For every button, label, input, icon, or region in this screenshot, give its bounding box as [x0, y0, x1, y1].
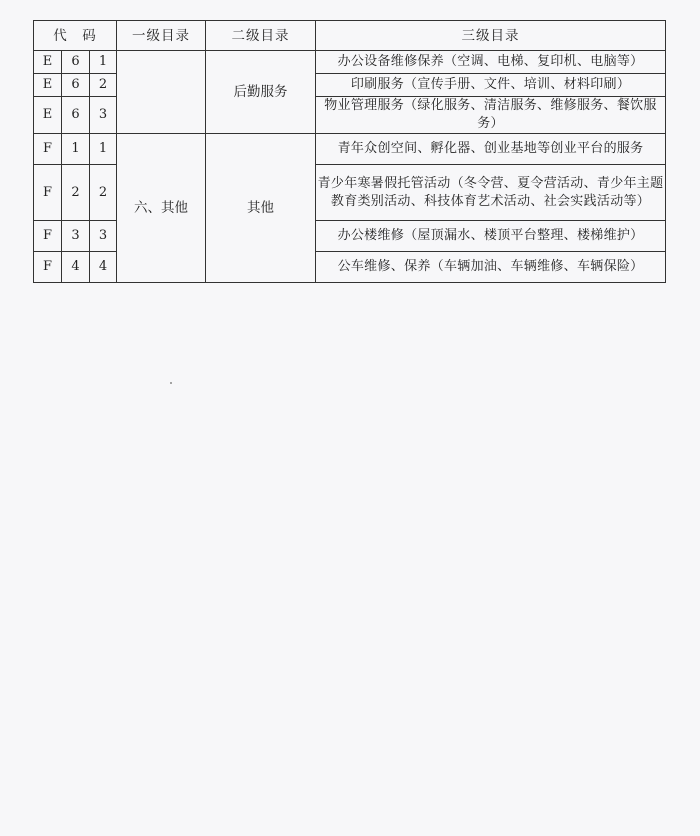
level3-cell: 印刷服务（宣传手册、文件、培训、材料印刷）: [316, 74, 666, 97]
level2-cell-logistics: 后勤服务: [206, 51, 316, 134]
code-minor: 3: [90, 221, 117, 252]
code-letter: F: [34, 252, 62, 283]
code-minor: 4: [90, 252, 117, 283]
code-major: 2: [62, 165, 90, 221]
level3-cell: 公车维修、保养（车辆加油、车辆维修、车辆保险）: [316, 252, 666, 283]
code-major: 6: [62, 74, 90, 97]
code-major: 6: [62, 97, 90, 134]
code-minor: 1: [90, 51, 117, 74]
level1-cell-other: 六、其他: [117, 134, 206, 283]
header-level3: 三级目录: [316, 21, 666, 51]
code-letter: F: [34, 134, 62, 165]
code-letter: E: [34, 51, 62, 74]
level1-cell-e: [117, 51, 206, 134]
level3-cell: 青年众创空间、孵化器、创业基地等创业平台的服务: [316, 134, 666, 165]
code-letter: E: [34, 97, 62, 134]
code-major: 1: [62, 134, 90, 165]
level3-cell: 办公设备维修保养（空调、电梯、复印机、电脑等）: [316, 51, 666, 74]
code-minor: 2: [90, 165, 117, 221]
code-major: 4: [62, 252, 90, 283]
header-row: [34, 21, 666, 51]
catalog-table: [33, 20, 666, 283]
header-code: 代 码: [34, 21, 117, 51]
code-major: 6: [62, 51, 90, 74]
table-row: [34, 134, 666, 165]
code-minor: 3: [90, 97, 117, 134]
level3-cell: 青少年寒暑假托管活动（冬令营、夏令营活动、青少年主题教育类别活动、科技体育艺术活动、社会实践活动等）: [316, 165, 666, 221]
level3-cell: 物业管理服务（绿化服务、清洁服务、维修服务、餐饮服务）: [316, 97, 666, 134]
code-letter: F: [34, 165, 62, 221]
code-letter: F: [34, 221, 62, 252]
code-major: 3: [62, 221, 90, 252]
code-letter: E: [34, 74, 62, 97]
header-level2: 二级目录: [206, 21, 316, 51]
level2-cell-other: 其他: [206, 134, 316, 283]
level3-cell: 办公楼维修（屋顶漏水、楼顶平台整理、楼梯维护）: [316, 221, 666, 252]
table-row: [34, 51, 666, 74]
scan-speck: [170, 382, 172, 384]
code-minor: 2: [90, 74, 117, 97]
code-minor: 1: [90, 134, 117, 165]
header-level1: 一级目录: [117, 21, 206, 51]
